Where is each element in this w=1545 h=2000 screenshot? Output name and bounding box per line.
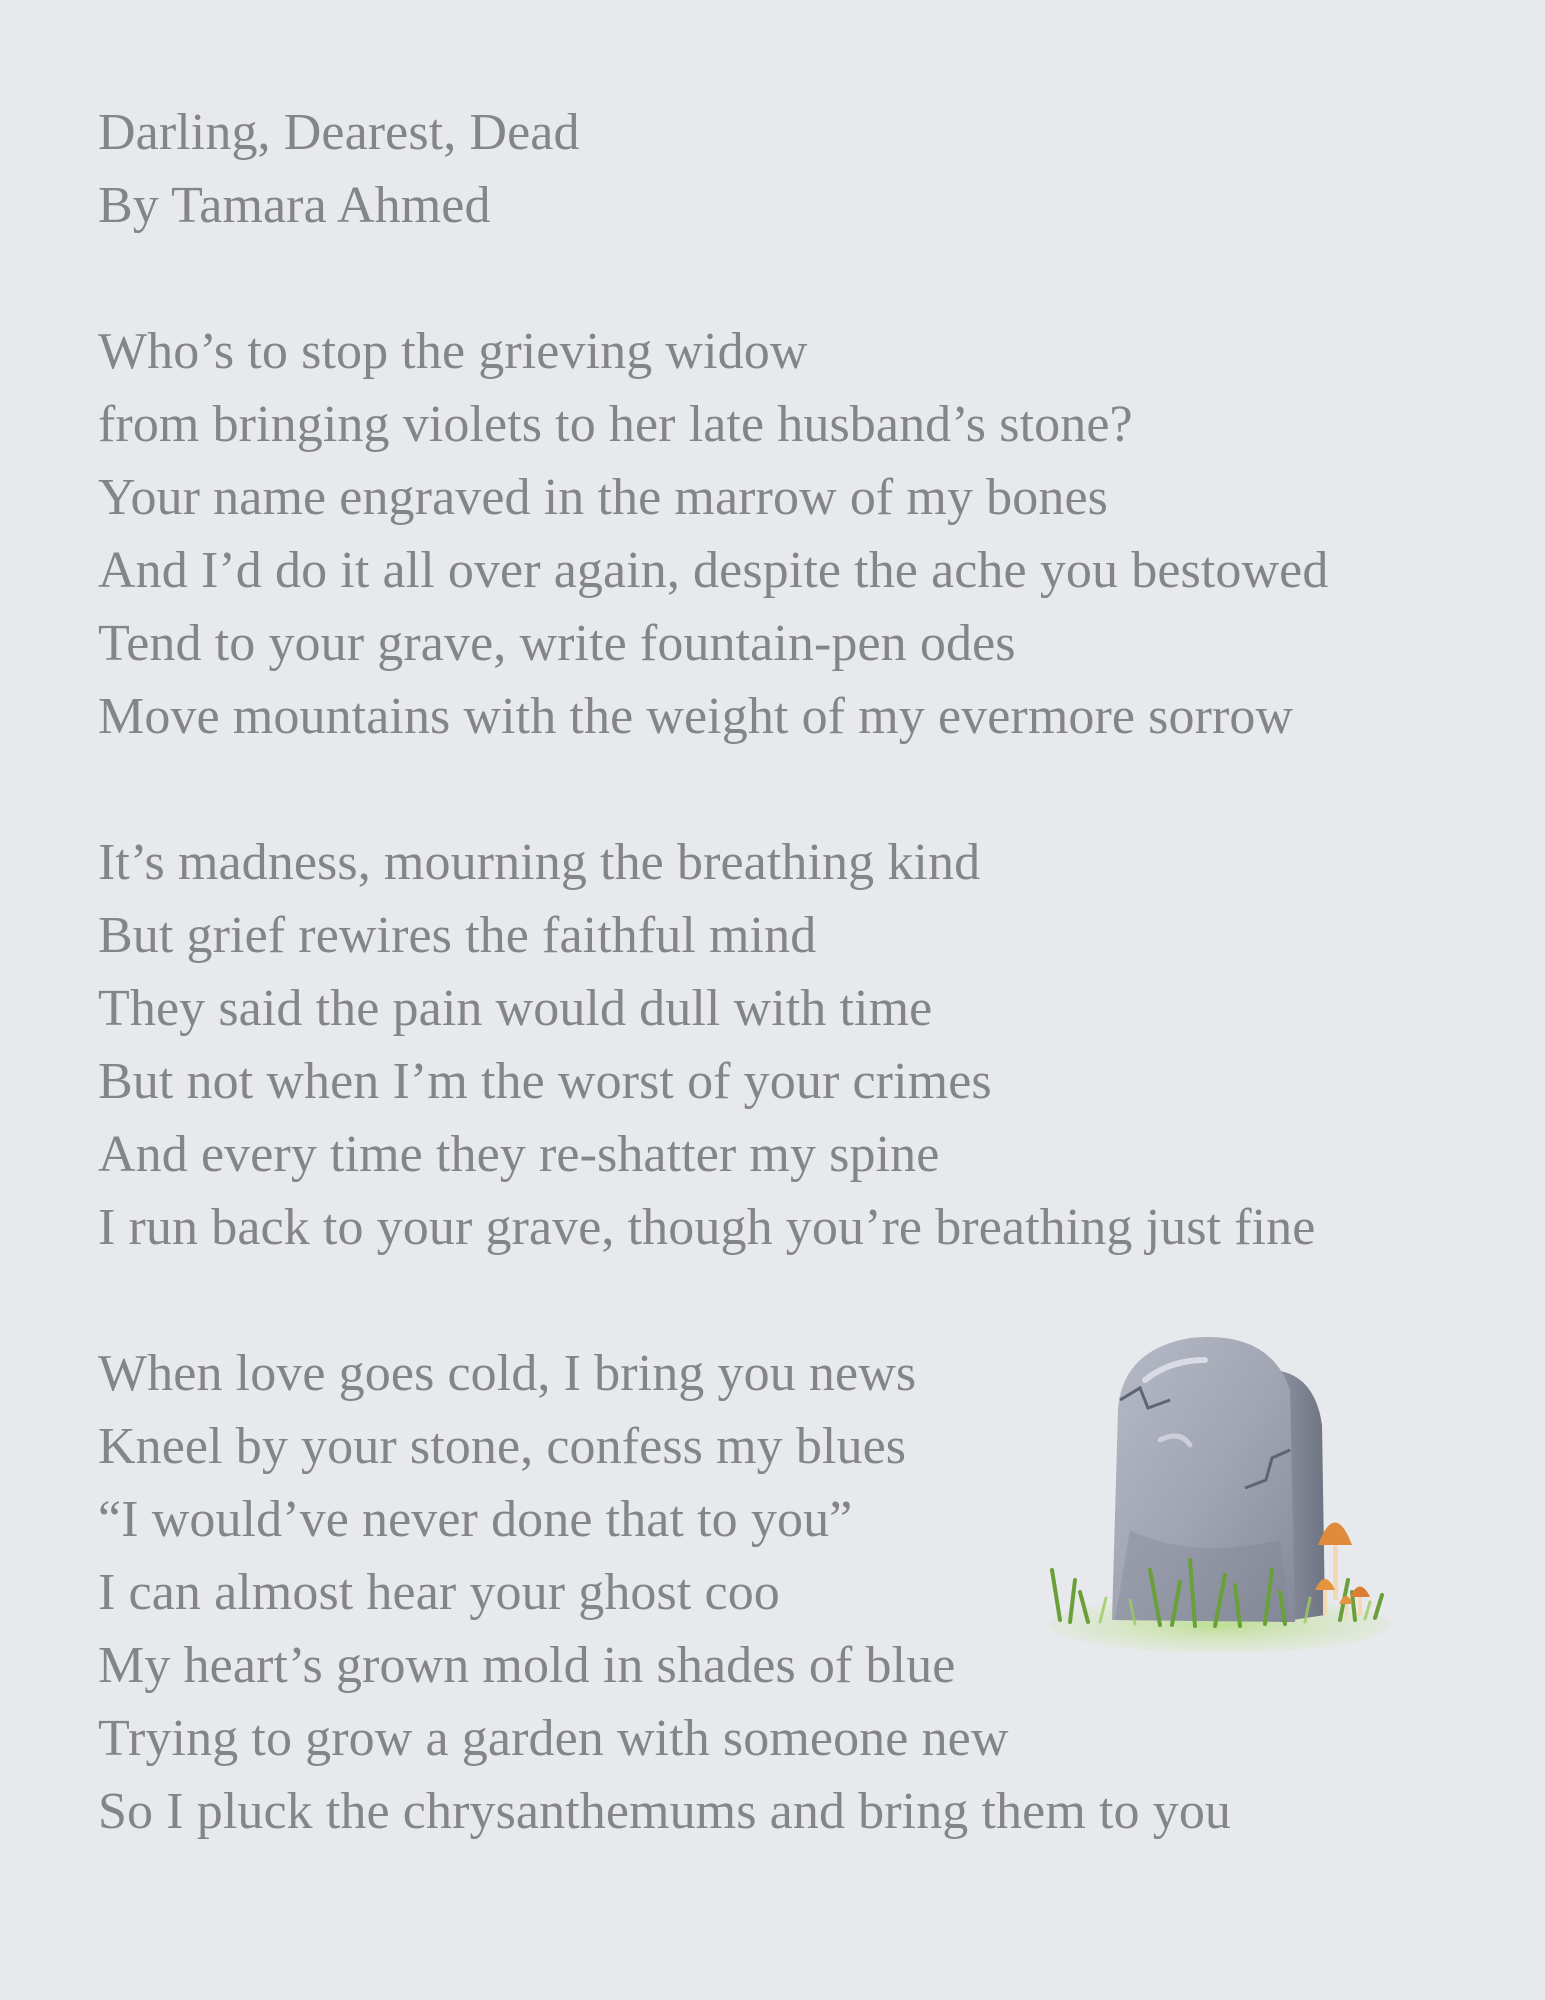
stanza-gap bbox=[98, 1264, 1458, 1337]
poem-line: Trying to grow a garden with someone new bbox=[98, 1710, 1009, 1767]
poem-line: But not when I’m the worst of your crimes bbox=[98, 1053, 992, 1110]
poem-line: They said the pain would dull with time bbox=[98, 980, 933, 1037]
poem-line: Your name engraved in the marrow of my bones bbox=[98, 469, 1108, 526]
poem-line: “I would’ve never done that to you” bbox=[98, 1491, 853, 1548]
poem-line: Kneel by your stone, confess my blues bbox=[98, 1418, 907, 1475]
poem-line: So I pluck the chrysanthemums and bring them to you bbox=[98, 1783, 1232, 1840]
poem-line: I run back to your grave, though you’re breathing just fine bbox=[98, 1199, 1316, 1256]
poem-title: Darling, Dearest, Dead bbox=[98, 104, 580, 161]
poem-line: When love goes cold, I bring you news bbox=[98, 1345, 917, 1402]
poem-byline: By Tamara Ahmed bbox=[98, 177, 491, 234]
poem-line: Who’s to stop the grieving widow bbox=[98, 323, 808, 380]
stanza-2 bbox=[98, 826, 1458, 1264]
poem-line: But grief rewires the faithful mind bbox=[98, 907, 817, 964]
poem-header bbox=[98, 96, 1458, 242]
stanza-gap bbox=[98, 242, 1458, 315]
poem-line: I can almost hear your ghost coo bbox=[98, 1564, 780, 1621]
poem-line: Tend to your grave, write fountain-pen odes bbox=[98, 615, 1016, 672]
poem-line: My heart’s grown mold in shades of blue bbox=[98, 1637, 956, 1694]
stanza-gap bbox=[98, 753, 1458, 826]
poem-line: And every time they re-shatter my spine bbox=[98, 1126, 940, 1183]
poem-line: Move mountains with the weight of my evermore sorrow bbox=[98, 688, 1294, 745]
stanza-1 bbox=[98, 315, 1458, 753]
poem-line: And I’d do it all over again, despite the ache you bestowed bbox=[98, 542, 1329, 599]
tombstone-icon bbox=[1040, 1330, 1395, 1665]
poem-line: from bringing violets to her late husband’s stone? bbox=[98, 396, 1133, 453]
poem-line: It’s madness, mourning the breathing kind bbox=[98, 834, 981, 891]
